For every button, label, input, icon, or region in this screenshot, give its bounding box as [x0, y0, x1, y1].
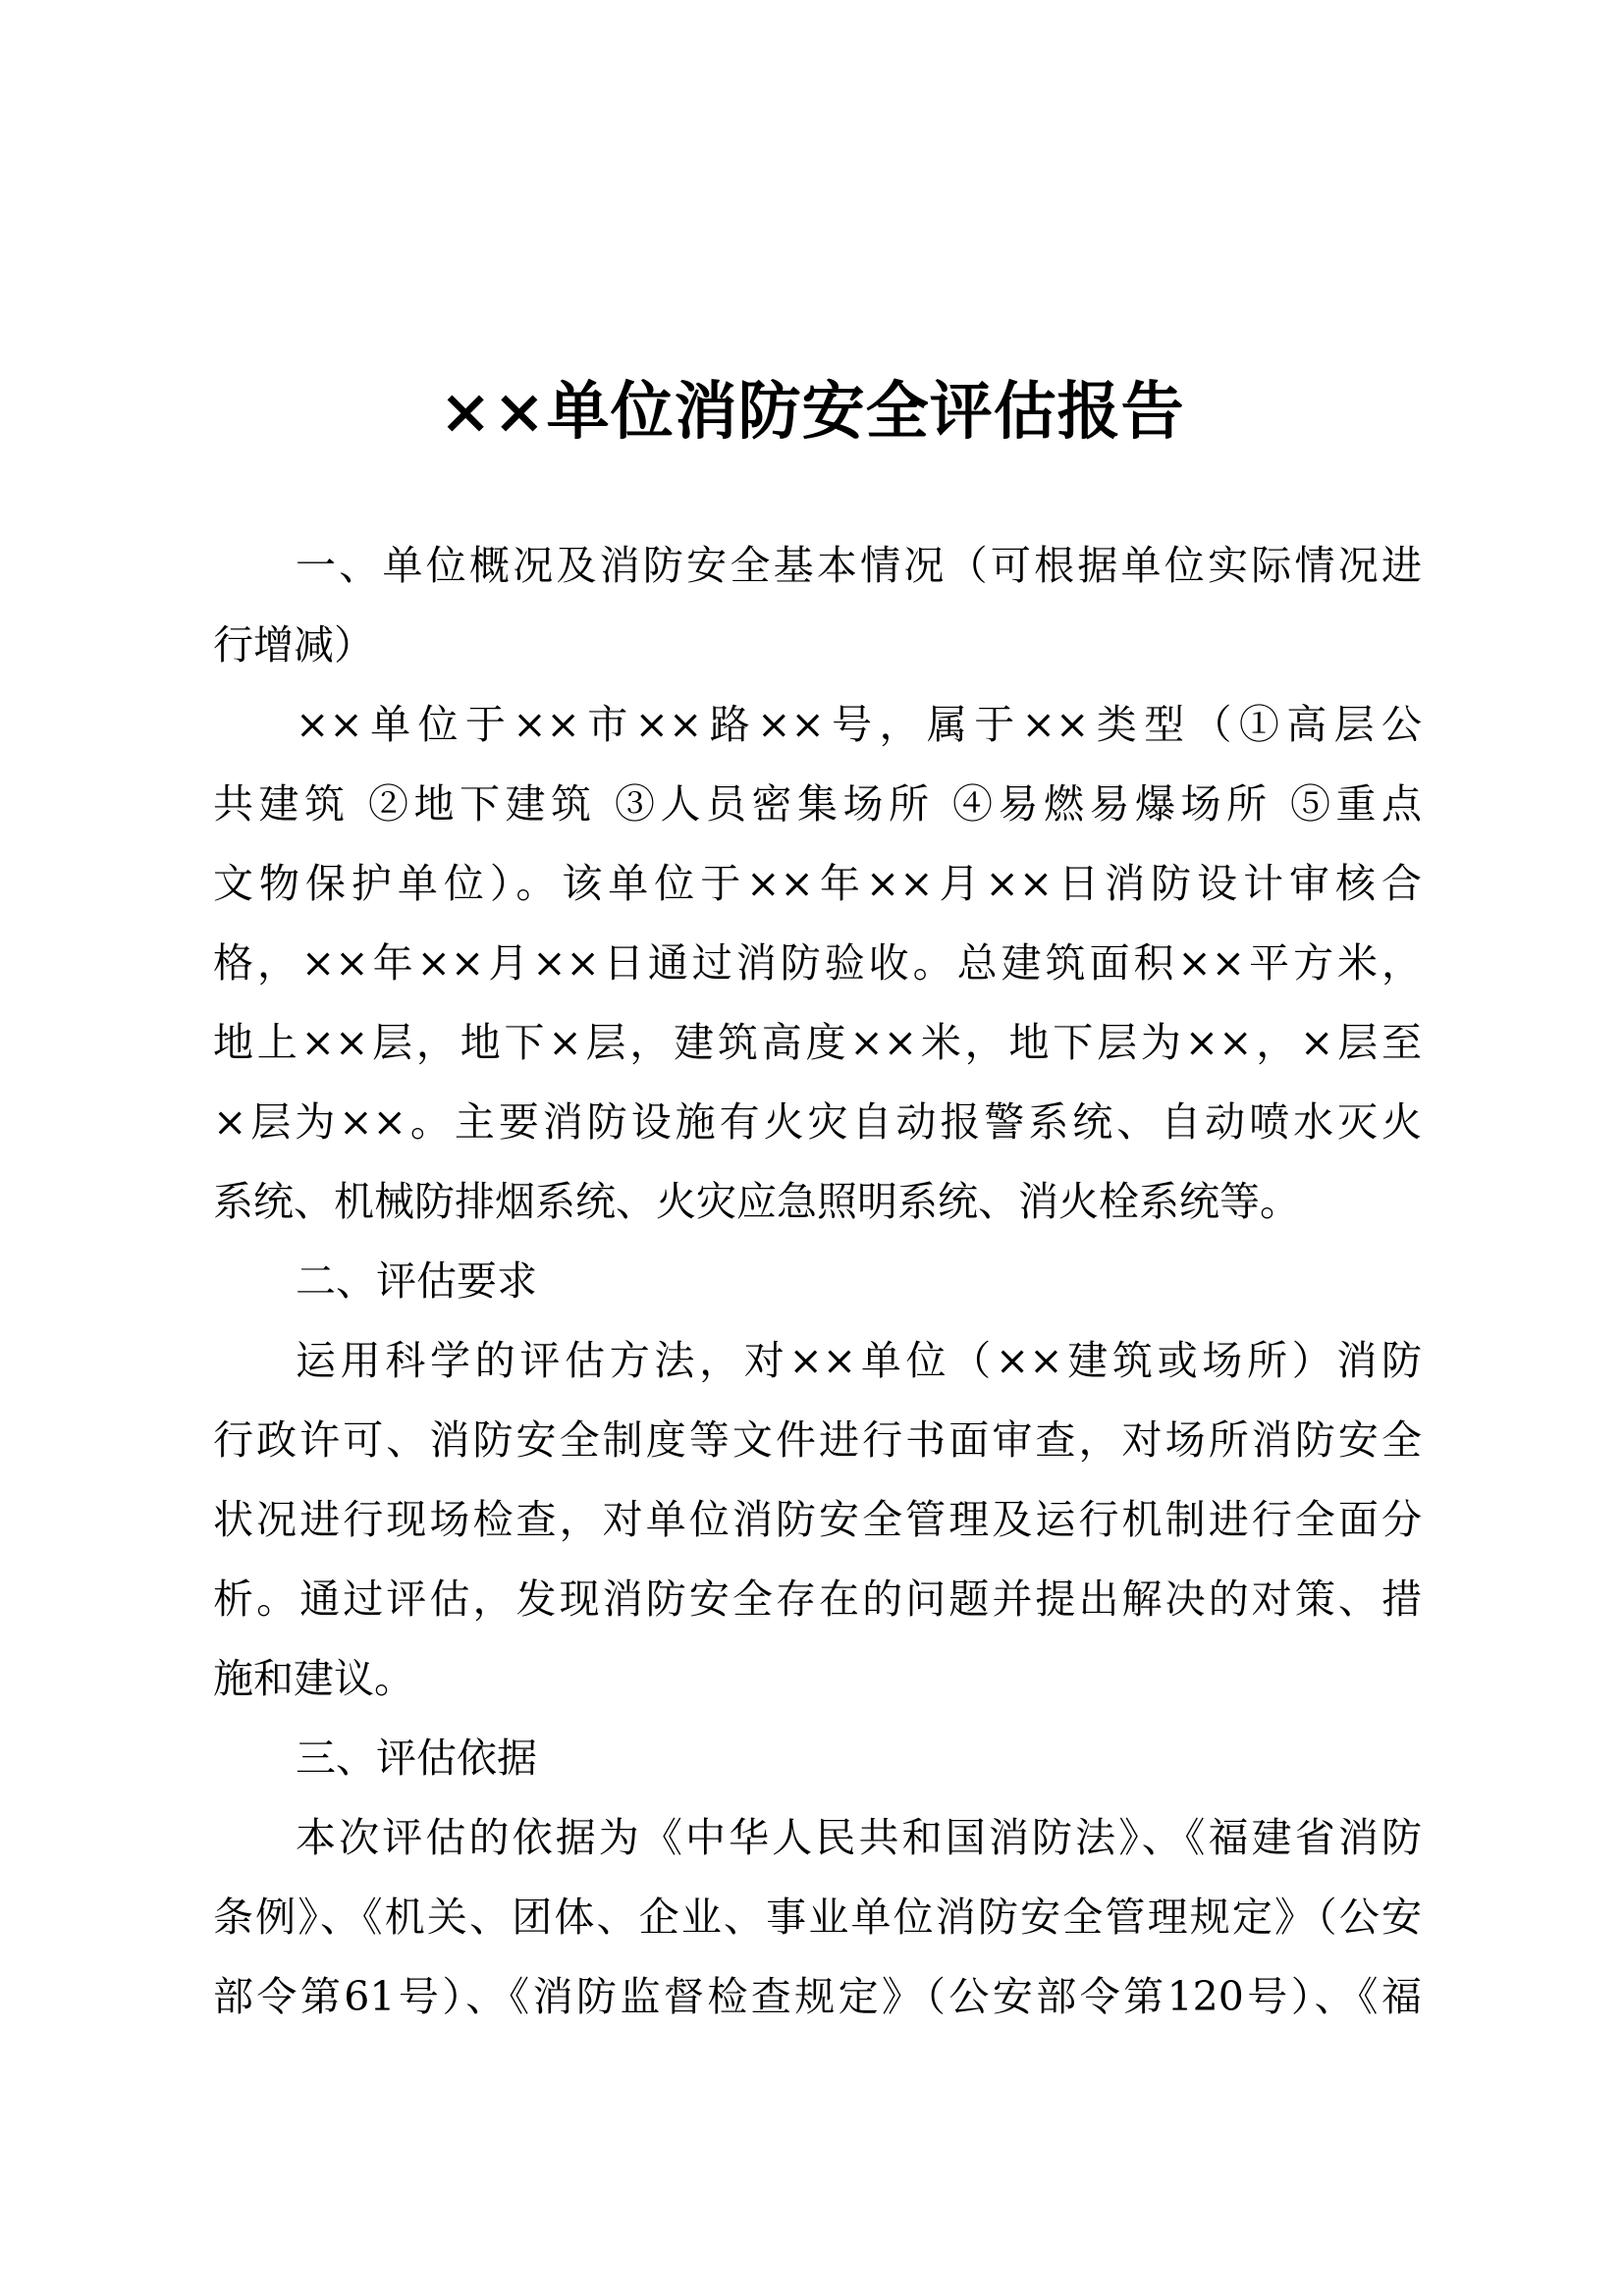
paragraph-line: 条例》、《机关、团体、企业、事业单位消防安全管理规定》（公安 — [213, 1894, 1422, 1941]
paragraph-line: 运用科学的评估方法，对××单位（××建筑或场所）消防 — [296, 1337, 1422, 1384]
document-body — [213, 526, 1422, 2037]
paragraph-line: 本次评估的依据为《中华人民共和国消防法》、《福建省消防 — [296, 1814, 1422, 1861]
document-title: ××单位消防安全评估报告 — [439, 375, 1185, 449]
paragraph-line: 地上××层，地下×层，建筑高度××米，地下层为××，×层至 — [213, 1019, 1422, 1066]
paragraph-line: ××单位于××市××路××号，属于××类型（①高层公 — [296, 701, 1422, 748]
paragraph-line: 施和建议。 — [213, 1655, 414, 1702]
paragraph-line: 系统、机械防排烟系统、火灾应急照明系统、消火栓系统等。 — [213, 1178, 1300, 1225]
section-heading-1-cont: 行增减） — [213, 621, 374, 668]
paragraph-line: ×层为××。主要消防设施有火灾自动报警系统、自动喷水灭火 — [213, 1098, 1422, 1146]
paragraph-line: 文物保护单位）。该单位于××年××月××日消防设计审核合 — [213, 860, 1422, 907]
paragraph-line: 共建筑 ②地下建筑 ③人员密集场所 ④易燃易爆场所 ⑤重点 — [213, 780, 1422, 828]
section-heading-3: 三、评估依据 — [296, 1735, 537, 1782]
paragraph-line: 状况进行现场检查，对单位消防安全管理及运行机制进行全面分 — [213, 1496, 1422, 1543]
section-heading-1: 一、单位概况及消防安全基本情况（可根据单位实际情况进 — [296, 542, 1422, 589]
paragraph-line: 析。通过评估，发现消防安全存在的问题并提出解决的对策、措 — [213, 1575, 1422, 1623]
paragraph-line: 格，××年××月××日通过消防验收。总建筑面积××平方米， — [213, 939, 1422, 987]
section-heading-2: 二、评估要求 — [296, 1257, 537, 1305]
paragraph-line: 行政许可、消防安全制度等文件进行书面审查，对场所消防安全 — [213, 1416, 1422, 1464]
paragraph-line: 部令第61号）、《消防监督检查规定》（公安部令第120号）、《福 — [213, 1973, 1422, 2020]
